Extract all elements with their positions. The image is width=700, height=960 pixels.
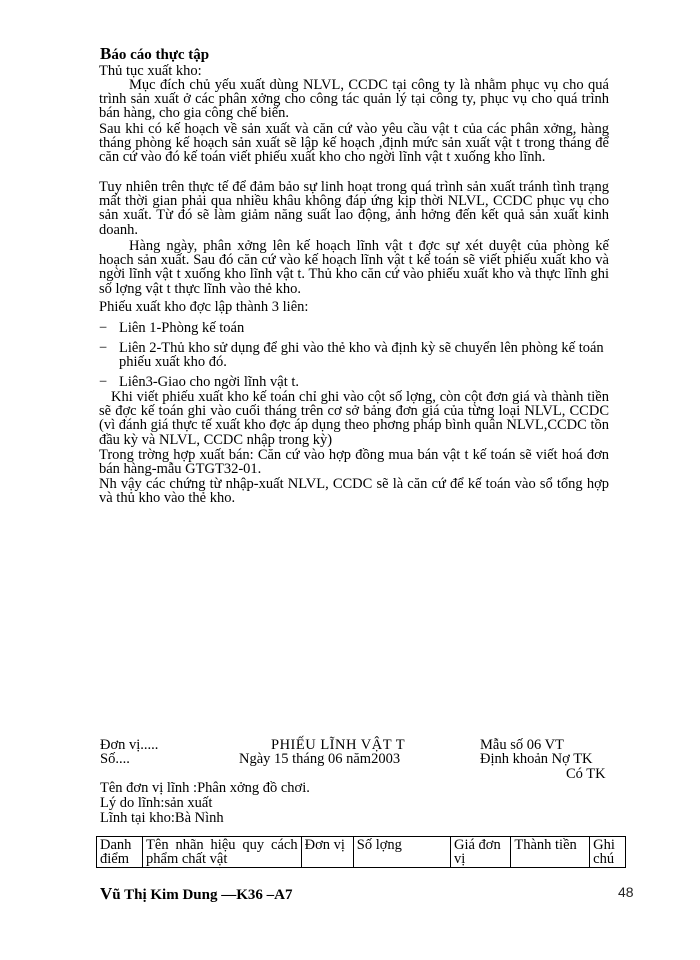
report-header: Báo cáo thực tập bbox=[100, 44, 210, 63]
header-cell: Giá đơn vị bbox=[451, 837, 511, 868]
list-item: − Liên 2-Thủ kho sử dụng để ghi vào thẻ kho và định kỳ sẽ chuyển lên phòng kế toán phiếu xuất kho đó. bbox=[99, 340, 604, 371]
page-number: 48 bbox=[618, 884, 634, 900]
paragraph-flexibility: Tuy nhiên trên thực tế để đảm bảo sự linh hoạt trong quá trình sản xuất tránh tình trạng mất thời gian phải qua nhiều khâu không đáp ứng kịp thời NLVL, CCDC phục vụ cho sản xuất. Từ đó sẽ làm giảm năng suất lao động, ảnh hởng đến kết quả sản xuất kinh doanh. bbox=[99, 179, 609, 238]
form-credit-account: Có TK bbox=[566, 766, 606, 782]
paragraph-sale: Trong trờng hợp xuất bán: Căn cứ vào hợp đồng mua bán vật t kế toán sẽ viết hoá đơn bán hàng-mẫu GTGT32-01. bbox=[99, 447, 609, 478]
header-cell: Thành tiền bbox=[511, 837, 590, 868]
form-unit: Đơn vị..... bbox=[100, 737, 159, 753]
author-footer: Vũ Thị Kim Dung —K36 –A7 bbox=[100, 884, 293, 903]
form-warehouse: Lĩnh tại kho:Bà Nình bbox=[100, 810, 224, 826]
list-item: − Liên 1-Phòng kế toán bbox=[99, 320, 245, 336]
header-cell: Số lợng bbox=[353, 837, 450, 868]
form-debit-account: Định khoản Nợ TK bbox=[480, 751, 593, 767]
form-reason: Lý do lĩnh:sản xuất bbox=[100, 795, 213, 811]
header-cell: Ghi chú bbox=[590, 837, 626, 868]
paragraph-copies: Phiếu xuất kho đợc lập thành 3 liên: bbox=[99, 299, 309, 315]
form-number: Số.... bbox=[100, 751, 130, 767]
form-department: Tên đơn vị lĩnh :Phân xởng đồ chơi. bbox=[100, 780, 310, 796]
header-cell: Tên nhãn hiệu quy cách phẩm chất vật bbox=[143, 837, 302, 868]
form-date: Ngày 15 tháng 06 năm2003 bbox=[239, 751, 401, 767]
form-title: PHIẾU LĨNH VẬT T bbox=[271, 737, 406, 753]
header-cell: Danh điểm bbox=[97, 837, 143, 868]
paragraph-purpose: Mục đích chủ yếu xuất dùng NLVL, CCDC tại công ty là nhằm phục vụ cho quá trình sản xuất ở các phân xởng cho công tác quản lý tại công ty, phục vụ cho quá trình bán hàng, cho gia công chế biến. bbox=[99, 77, 609, 122]
paragraph-plan: Sau khi có kế hoạch về sản xuất và căn cứ vào yêu cầu vật t của các phân xởng, hàng tháng phòng kế hoạch sản xuất sẽ lập kế hoạch ,định mức sản xuất vật t trong tháng để căn cứ vào đó kế toán viết phiếu xuất kho cho ngời lĩnh vật t xuống kho lĩnh. bbox=[99, 121, 609, 166]
items-table bbox=[96, 836, 626, 868]
paragraph-daily: Hàng ngày, phân xởng lên kế hoạch lĩnh vật t đợc sự xét duyệt của phòng kế hoạch sản xuất. Sau đó căn cứ vào kế hoạch lĩnh vật t kế toán sẽ viết phiếu xuất kho và ngời lĩnh vật t xuống kho lĩnh vật t. Thủ kho căn cứ vào phiếu xuất kho và thực lĩnh ghi số lợng vật t thực lĩnh vào thẻ kho. bbox=[99, 238, 609, 297]
section-heading: Thủ tục xuất kho: bbox=[99, 63, 202, 79]
table-header-row bbox=[97, 837, 626, 868]
paragraph-conclusion: Nh vậy các chứng từ nhập-xuất NLVL, CCDC sẽ là căn cứ để kế toán vào sổ tổng hợp và thủ kho vào thẻ kho. bbox=[99, 476, 609, 507]
header-cell: Đơn vị bbox=[301, 837, 353, 868]
form-template-number: Mẫu số 06 VT bbox=[480, 737, 564, 753]
paragraph-writing: Khi viết phiếu xuất kho kế toán chỉ ghi vào cột số lợng, còn cột đơn giá và thành tiền sẽ đợc kế toán ghi vào cuối tháng trên cơ sở bảng đơn giá của từng loại NLVL, CCDC (vì đánh giá thực tế xuất kho đợc áp dụng theo phơng pháp bình quân NLVL,CCDC tồn đầu kỳ và NLVL, CCDC nhập trong kỳ) bbox=[99, 389, 609, 448]
list-item: − Liên3-Giao cho ngời lĩnh vật t. bbox=[99, 374, 300, 390]
